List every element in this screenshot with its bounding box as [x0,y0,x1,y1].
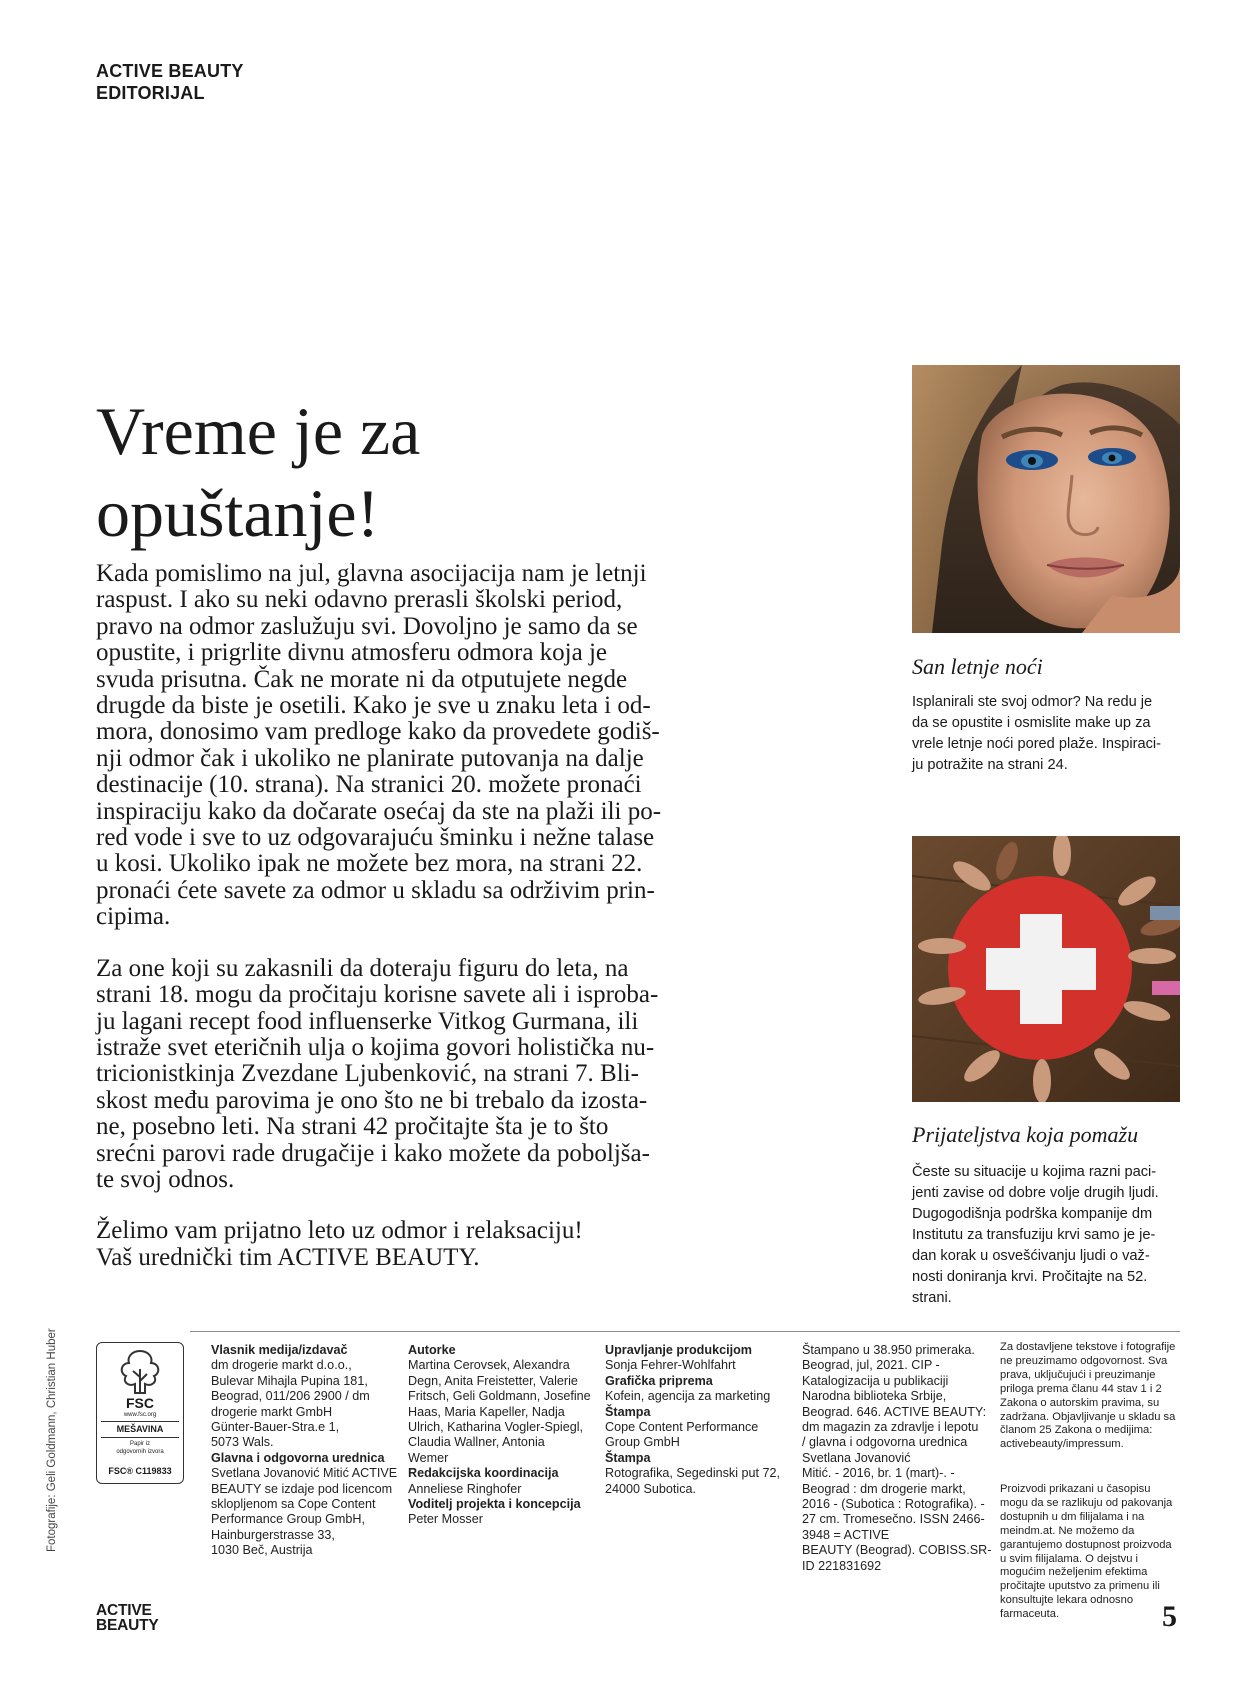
impressum-column-1 [211,1343,397,1559]
impressum-line: Haas, Maria Kapeller, Nadja [408,1404,565,1419]
caption-line: Institutu za transfuziju krvi samo je je- [912,1227,1156,1243]
impressum-line: dm drogerie markt d.o.o., [211,1358,352,1373]
impressum-line: 5073 Wals. [211,1435,274,1450]
impressum-line: 2016 - (Subotica : Rotografika). - [802,1497,985,1512]
sidebar-item-1-text [912,692,1161,776]
body-line: destinacije (10. strana). Na stranici 20. možete pronaći [96,771,642,799]
impressum-line: 27 cm. Tromesečno. ISSN 2466- [802,1512,985,1527]
fsc-paper-line-1: Papir iz [129,1441,150,1447]
impressum-heading: Upravljanje produkcijom [605,1343,752,1357]
impressum-line: dm magazin za zdravlje i lepotu [802,1420,979,1435]
caption-line: nosti doniranja krvi. Pročitajte na 52. [912,1269,1148,1285]
body-line: pravo na odmor zaslužuju svi. Dovoljno je samo da se [96,612,638,640]
photo-woman-face [912,365,1180,633]
impressum-line: Svetlana Jovanović Mitić ACTIVE [211,1466,398,1481]
impressum-line: Beograd. 646. ACTIVE BEAUTY: [802,1404,987,1419]
impressum-line: Katalogizacija u publikaciji [802,1373,949,1388]
photo-hands-red-cross [912,836,1180,1102]
body-line: mora, donosimo vam predloge kako da provedete godiš- [96,718,660,746]
impressum-line: priloga prema članu 44 stav 1 i 2 [1000,1382,1162,1395]
impressum-line: pročitajte uputstvo za primenu ili [1000,1580,1160,1593]
impressum-line: Peter Mosser [408,1512,483,1527]
body-line: ju lagani recept food influenserke Vitkog Gurmana, ili [96,1007,639,1035]
impressum-line: u svim filijalama. O dejstvu i [1000,1552,1139,1565]
impressum-line: dostupnih u dm filijalama i na [1000,1510,1145,1523]
impressum-line: mogućim neželjenim efektima [1000,1566,1148,1579]
fsc-url: www.fsc.org [123,1412,157,1418]
body-line: skost među parovima je ono što ne bi trebalo da izosta- [96,1086,648,1114]
impressum-line: garantujemo dostupnost proizvoda [1000,1538,1172,1551]
fsc-paper-line-2: odgovornih izvora [116,1449,164,1455]
body-line: opustite, i prigrlite divnu atmosferu odmora koja je [96,639,607,667]
body-line: red vode i sve to uz odgovarajuću šminku i nežne talase [96,824,655,852]
body-line: inspiraciju kako da dočarate osećaj da ste na plaži ili po- [96,797,662,825]
fsc-tree-icon [115,1349,165,1395]
section-header [96,60,244,104]
impressum-line: prava, uključujući i preuzimanje [1000,1368,1156,1381]
caption-line: strani. [912,1290,952,1306]
body-line: pronaći ćete savete za odmor u skladu sa održivim prin- [96,876,655,904]
paragraph-2 [96,956,776,1194]
impressum-line: Cope Content Performance [605,1420,759,1435]
impressum-line: meindm.at. Ne možemo da [1000,1524,1135,1537]
impressum-line: Proizvodi prikazani u časopisu [1000,1483,1151,1495]
impressum-line: sklopljenom sa Cope Content [211,1497,376,1512]
body-line: cipima. [96,903,171,931]
impressum-line: Zakona o autorskim pravima, su [1000,1396,1160,1409]
article-title [96,390,716,554]
impressum-line: Za dostavljene tekstove i fotografije [1000,1341,1176,1353]
impressum-heading: Štampa [605,1404,651,1419]
impressum-line: Martina Cerovsek, Alexandra [408,1358,570,1373]
impressum-line: Rotografika, Segedinski put 72, [605,1466,781,1481]
impressum-line: Wemer [408,1450,449,1465]
impressum-line: drogerie markt GmbH [211,1404,333,1419]
caption-line: Isplanirali ste svoj odmor? Na redu je [912,694,1153,710]
title-line-2: opuštanje! [96,475,380,551]
impressum-heading: Redakcijska koordinacija [408,1466,559,1481]
footer-logo-line-2: BEAUTY [96,1617,159,1634]
body-line: strani 18. mogu da pročitaju korisne savete ali i isproba- [96,981,659,1009]
fsc-code: FSC® C119833 [108,1466,172,1476]
header-section: EDITORIJAL [96,83,205,103]
impressum-line: Beograd, jul, 2021. CIP - [802,1358,940,1373]
impressum-line: Sonja Fehrer-Wohlfahrt [605,1358,736,1373]
body-line: u kosi. Ukoliko ipak ne možete bez mora, na strani 22. [96,850,643,878]
impressum-line: Anneliese Ringhofer [408,1481,522,1496]
fsc-word: FSC [126,1395,154,1411]
impressum-column-5-disclaimer [1000,1483,1172,1622]
impressum-line: farmaceuta. [1000,1608,1060,1621]
body-line: nji odmor čak i ukoliko ne planirate putovanja na dalje [96,744,644,772]
impressum-line: BEAUTY (Beograd). COBISS.SR- [802,1543,992,1558]
impressum-line: / glavna i odgovorna urednica [802,1435,968,1450]
photo-credit [46,1328,66,1572]
sidebar-item-2-title: Prijateljstva koja pomažu [912,1122,1139,1147]
impressum-line: Performance Group GmbH, [211,1512,365,1527]
paragraph-1 [96,561,776,931]
impressum-column-5-copyright [1000,1341,1175,1452]
impressum-line: ID 221831692 [802,1558,882,1573]
header-brand: ACTIVE BEAUTY [96,61,244,81]
impressum-line: Beograd : dm drogerie markt, [802,1481,966,1496]
impressum-line: ne preuzimamo odgovornost. Sva [1000,1354,1168,1367]
body-line: ne, posebno leti. Na strani 42 pročitajte šta je to što [96,1113,609,1141]
body-line: raspust. I ako su neki odavno prerasli školski period, [96,586,623,614]
impressum-line: Degn, Anita Freistetter, Valerie [408,1373,578,1388]
caption-line: vrele letnje noći pored plaže. Inspiraci- [912,736,1162,752]
impressum-line: 24000 Subotica. [605,1481,697,1496]
sidebar-item-1-title: San letnje noći [912,654,1043,679]
impressum-line: activebeauty/impressum. [1000,1438,1124,1451]
body-line: svuda prisutna. Čak ne morate ni da otputujete negde [96,665,628,693]
impressum-line: 3948 = ACTIVE [802,1527,890,1542]
caption-line: Česte su situacije u kojima razni paci- [912,1164,1157,1180]
impressum-line: Kofein, agencija za marketing [605,1389,771,1404]
impressum-line: Group GmbH [605,1435,680,1450]
impressum-column-2 [408,1343,591,1528]
body-line: Vaš urednički tim ACTIVE BEAUTY. [96,1243,480,1271]
impressum-heading: Vlasnik medija/izdavač [211,1343,348,1357]
page-number: 5 [1162,1600,1177,1633]
photo-credit-text: Fotografije: Geli Goldmann, Christian Huber [46,1328,58,1552]
impressum-line: Beograd, 011/206 2900 / dm [211,1389,370,1404]
impressum-column-4 [802,1343,991,1574]
impressum-heading: Grafička priprema [605,1373,713,1388]
impressum-heading: Štampa [605,1450,651,1465]
impressum-line: Svetlana Jovanović [802,1450,911,1465]
impressum-line: zadržana. Objavljivanje u skladu sa [1000,1410,1176,1423]
fsc-certification-logo [96,1342,184,1484]
impressum-line: Narodna biblioteka Srbije, [802,1389,947,1404]
impressum-line: 1030 Beč, Austrija [211,1543,313,1558]
impressum-line: BEAUTY se izdaje pod licencom [211,1481,393,1496]
caption-line: Dugogodišnja podrška kompanije dm [912,1206,1153,1222]
impressum-line: članom 25 Zakona o medijima: [1000,1424,1153,1437]
footer-logo-line-1: ACTIVE [96,1602,152,1619]
impressum-line: Fritsch, Geli Goldmann, Josefine [408,1389,591,1404]
impressum-line: Bulevar Mihajla Pupina 181, [211,1373,368,1388]
impressum-heading: Glavna i odgovorna urednica [211,1450,385,1465]
body-line: istraže svet eteričnih ulja o kojima govori holistička nu- [96,1033,655,1061]
body-line: drugde da biste je osetili. Kako je sve u znaku leta i od- [96,692,651,720]
caption-line: ju potražite na strani 24. [912,757,1068,773]
woman-face-illustration [912,365,1180,633]
impressum-line: mogu da se razlikuju od pakovanja [1000,1496,1173,1509]
footer-logo [96,1603,159,1633]
body-line: Kada pomislimo na jul, glavna asocijacija nam je letnji [96,560,647,587]
paragraph-3 [96,1218,776,1271]
article-body [96,561,776,1271]
impressum-line: konsultujte lekara odnosno [1000,1594,1134,1607]
body-line: te svoj odnos. [96,1165,235,1193]
body-line: Za one koji su zakasnili da doteraju figuru do leta, na [96,954,629,982]
impressum-line: Hainburgerstrasse 33, [211,1527,335,1542]
title-line-1: Vreme je za [96,393,421,469]
sidebar-item-2-text [912,1162,1159,1309]
caption-line: da se opustite i osmislite make up za [912,715,1151,731]
caption-line: jenti zavise od dobre volje drugih ljudi. [912,1185,1159,1201]
hands-red-cross-illustration [912,836,1180,1102]
impressum-line: Günter-Bauer-Stra.e 1, [211,1420,340,1435]
impressum-divider [190,1331,1180,1332]
body-line: srećni parovi rade drugačije i kako možete da poboljša- [96,1139,650,1167]
impressum-line: Mitić. - 2016, br. 1 (mart)-. - [802,1466,955,1481]
impressum-column-3 [605,1343,780,1497]
caption-line: dan korak u osvešćivanju ljudi o važ- [912,1248,1150,1264]
impressum-line: Claudia Wallner, Antonia [408,1435,545,1450]
impressum-line: Štampano u 38.950 primeraka. [802,1343,975,1357]
impressum-heading: Voditelj projekta i koncepcija [408,1497,581,1512]
body-line: tricionistkinja Zvezdane Ljubenković, na strani 7. Bli- [96,1060,639,1088]
fsc-paper-label [97,1440,183,1456]
body-line: Želimo vam prijatno leto uz odmor i relaksaciju! [96,1217,583,1245]
impressum-heading: Autorke [408,1343,456,1357]
fsc-mix-label: MEŠAVINA [116,1424,164,1434]
impressum-line: Ulrich, Katharina Vogler-Spiegl, [408,1420,584,1435]
